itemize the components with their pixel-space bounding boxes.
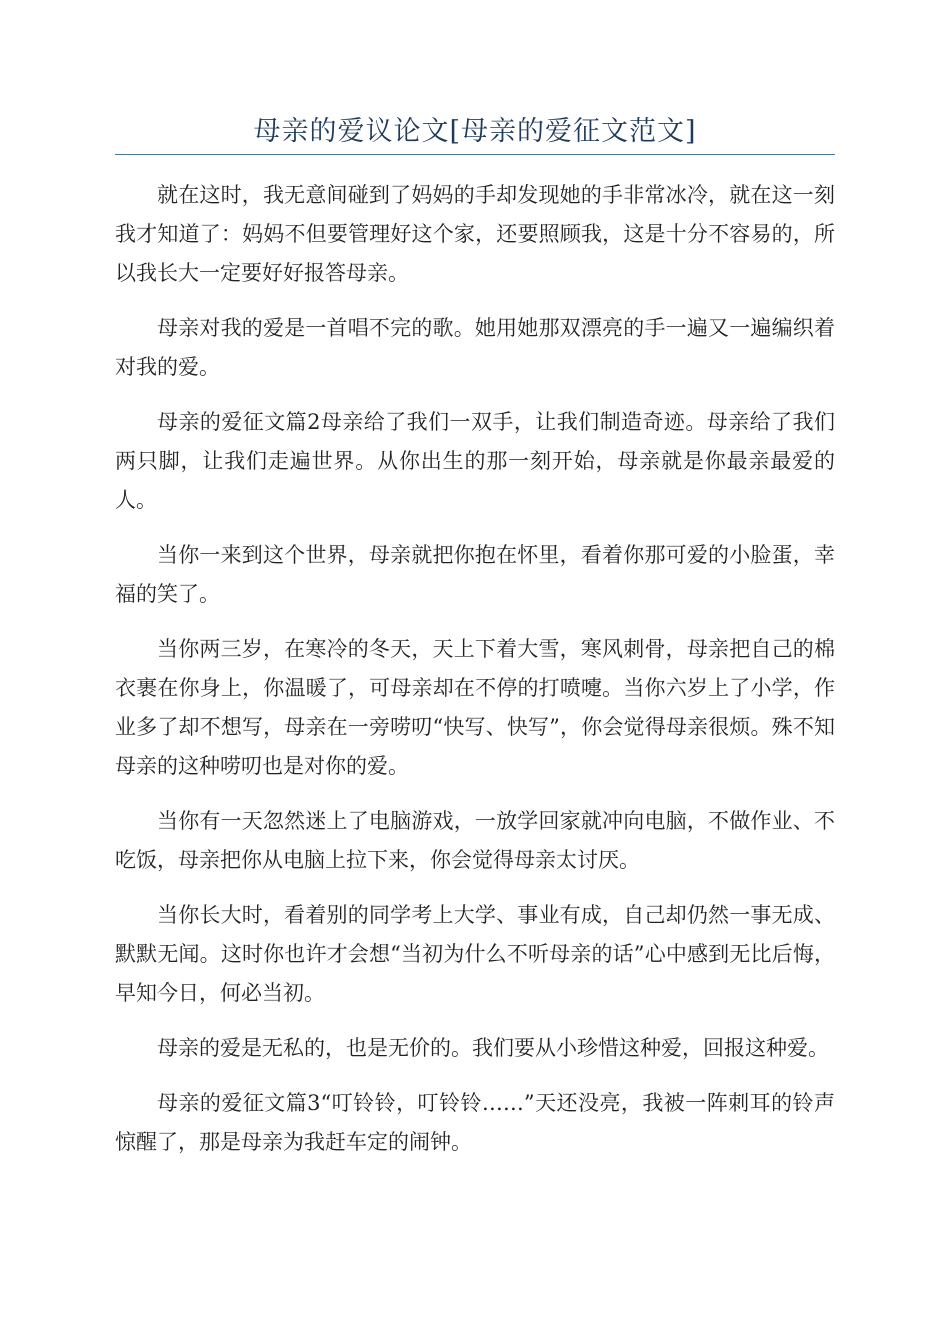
paragraph: 当你有一天忽然迷上了电脑游戏，一放学回家就冲向电脑，不做作业、不吃饭，母亲把你从电脑上拉下来，你会觉得母亲太讨厌。	[115, 809, 835, 872]
paragraph: 母亲的爱征文篇3“叮铃铃，叮铃铃……”天还没亮，我被一阵刺耳的铃声惊醒了，那是母亲为我赶车定的闹钟。	[115, 1091, 835, 1154]
paragraph: 当你两三岁，在寒冷的冬天，天上下着大雪，寒风刺骨，母亲把自己的棉衣裹在你身上，你温暖了，可母亲却在不停的打喷嚏。当你六岁上了小学，作业多了却不想写，母亲在一旁唠叨“快写、快写”，你会觉得母亲很烦。殊不知母亲的这种唠叨也是对你的爱。	[115, 637, 835, 778]
document-body	[115, 176, 835, 1178]
paragraph: 当你一来到这个世界，母亲就把你抱在怀里，看着你那可爱的小脸蛋，幸福的笑了。	[115, 543, 835, 606]
paragraph: 当你长大时，看着别的同学考上大学、事业有成，自己却仍然一事无成、默默无闻。这时你也许才会想“当初为什么不听母亲的话”心中感到无比后悔，早知今日，何必当初。	[115, 903, 835, 1005]
paragraph: 母亲对我的爱是一首唱不完的歌。她用她那双漂亮的手一遍又一遍编织着对我的爱。	[115, 316, 835, 379]
paragraph: 母亲的爱征文篇2母亲给了我们一双手，让我们制造奇迹。母亲给了我们两只脚，让我们走遍世界。从你出生的那一刻开始，母亲就是你最亲最爱的人。	[115, 410, 835, 512]
paragraph: 母亲的爱是无私的，也是无价的。我们要从小珍惜这种爱，回报这种爱。	[157, 1036, 829, 1060]
paragraph: 就在这时，我无意间碰到了妈妈的手却发现她的手非常冰冷，就在这一刻我才知道了：妈妈不但要管理好这个家，还要照顾我，这是十分不容易的，所以我长大一定要好好报答母亲。	[115, 183, 835, 285]
title-underline	[115, 154, 835, 155]
document-title: 母亲的爱议论文[母亲的爱征文范文]	[253, 116, 697, 147]
